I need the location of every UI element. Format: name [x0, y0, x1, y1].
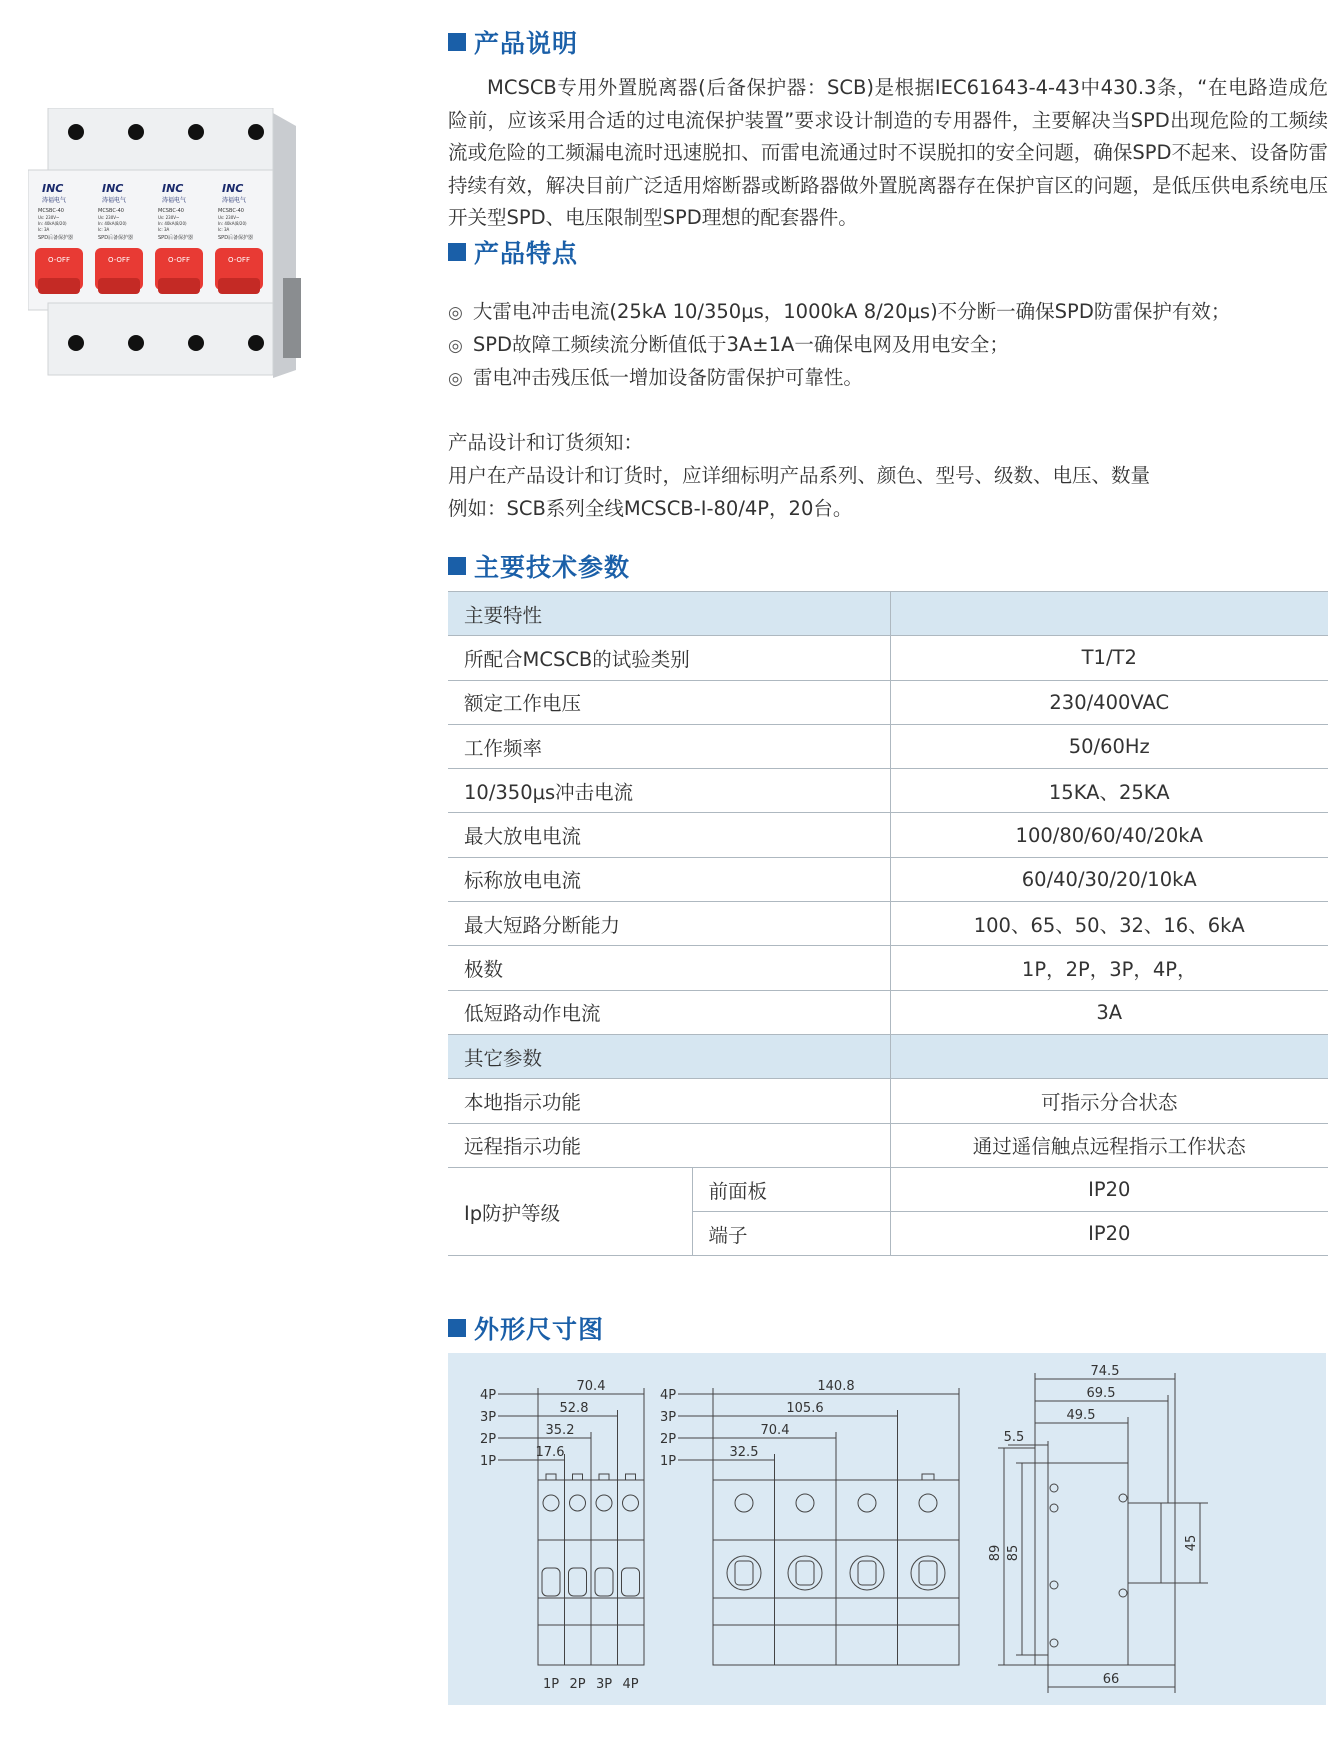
rating-line: Ic: 3A — [38, 227, 50, 232]
rating-line: In: 40kA(8/20) — [158, 221, 187, 226]
heading-text: 主要技术参数 — [474, 553, 631, 582]
heading-square-icon — [448, 33, 466, 51]
pole-label: 3P — [659, 1410, 677, 1425]
group-value — [890, 592, 1328, 636]
table-row — [448, 636, 1328, 680]
dim-label: 85 — [1006, 1544, 1021, 1562]
params-table — [448, 591, 1328, 1256]
device-label: SPD后备保护器 — [38, 235, 74, 241]
rating-line: Us: 230V~ — [218, 215, 240, 220]
param-name: 极数 — [448, 946, 890, 990]
device-label: SPD后备保护器 — [158, 235, 194, 241]
param-value: 3A — [890, 990, 1328, 1034]
param-name: 最大短路分断能力 — [448, 902, 890, 946]
handle-label: O-OFF — [228, 256, 250, 264]
dim-label: 5.5 — [1003, 1430, 1025, 1445]
param-name: 工作频率 — [448, 724, 890, 768]
ordering-title: 产品设计和订货须知： — [448, 431, 644, 454]
heading-text: 外形尺寸图 — [474, 1315, 605, 1344]
toggle-handle-base — [218, 278, 260, 294]
heading-square-icon — [448, 1319, 466, 1337]
ordering-example: 例如：SCB系列全线MCSCB-I-80/4P，20台。 — [448, 497, 853, 520]
width-label: 17.6 — [535, 1445, 565, 1460]
rating-line: Us: 230V~ — [158, 215, 180, 220]
dim-label: 66 — [1102, 1672, 1120, 1687]
table-row — [448, 1167, 1328, 1211]
group-label: 主要特性 — [448, 592, 890, 636]
width-label: 140.8 — [817, 1379, 855, 1394]
terminal-screw-icon — [188, 335, 204, 351]
param-subname: 端子 — [692, 1212, 890, 1256]
rating-line: In: 40kA(8/20) — [98, 221, 127, 226]
pole-label: 1P — [659, 1454, 677, 1469]
terminal-screw-icon — [248, 124, 264, 140]
dim-label: 74.5 — [1090, 1364, 1120, 1379]
param-value: 15KA、25KA — [890, 769, 1328, 813]
toggle-handle-base — [98, 278, 140, 294]
param-value: 100/80/60/40/20kA — [890, 813, 1328, 857]
rating-line: Ic: 3A — [158, 227, 170, 232]
group-label: 其它参数 — [448, 1034, 890, 1078]
rating-line: Us: 230V~ — [98, 215, 120, 220]
table-row — [448, 857, 1328, 901]
table-row — [448, 769, 1328, 813]
param-name: 低短路动作电流 — [448, 990, 890, 1034]
table-group-row — [448, 592, 1328, 636]
param-name: 10/350μs冲击电流 — [448, 769, 890, 813]
section-heading-description — [448, 24, 578, 60]
dim-label: 45 — [1184, 1534, 1199, 1552]
rating-line: Ic: 3A — [218, 227, 230, 232]
handle-label: O-OFF — [168, 256, 190, 264]
terminal-screw-icon — [128, 335, 144, 351]
section-heading-params — [448, 548, 630, 584]
brand-logo: INC — [42, 182, 64, 195]
param-name: 标称放电电流 — [448, 857, 890, 901]
pole-label: 2P — [659, 1432, 677, 1447]
brand-name: 涛福电气 — [42, 197, 67, 204]
rating-line: In: 40kA(8/20) — [218, 221, 247, 226]
param-name: Ip防护等级 — [448, 1167, 692, 1256]
pole-label: 1P — [479, 1454, 497, 1469]
width-label: 32.5 — [729, 1445, 759, 1460]
brand-name: 涛福电气 — [102, 197, 127, 204]
handle-label: O-OFF — [108, 256, 130, 264]
feature-list — [448, 296, 1230, 395]
handle-label: O-OFF — [48, 256, 70, 264]
toggle-handle-base — [158, 278, 200, 294]
param-value: IP20 — [890, 1212, 1328, 1256]
param-value: T1/T2 — [890, 636, 1328, 680]
param-name: 最大放电电流 — [448, 813, 890, 857]
terminal-screw-icon — [188, 124, 204, 140]
table-row — [448, 724, 1328, 768]
pole-bottom-label: 3P — [595, 1677, 613, 1692]
dimension-drawings — [448, 1353, 1326, 1705]
terminal-screw-icon — [248, 335, 264, 351]
param-value: 1P，2P，3P，4P， — [890, 946, 1328, 990]
param-name: 远程指示功能 — [448, 1123, 890, 1167]
pole-label: 4P — [659, 1388, 677, 1403]
brand-logo: INC — [102, 182, 124, 195]
width-label: 70.4 — [576, 1379, 606, 1394]
param-value: 60/40/30/20/10kA — [890, 857, 1328, 901]
device-label: SPD后备保护器 — [98, 235, 134, 241]
pole-bottom-label: 4P — [622, 1677, 639, 1692]
table-row — [448, 902, 1328, 946]
dimension-svg — [448, 1353, 1326, 1705]
param-name: 所配合MCSCB的试验类别 — [448, 636, 890, 680]
terminal-screw-icon — [68, 124, 84, 140]
heading-square-icon — [448, 243, 466, 261]
dim-label: 89 — [988, 1544, 1003, 1562]
pole-bottom-label: 2P — [569, 1677, 586, 1692]
feature-item: ◎ SPD故障工频续流分断值低于3A±1A一确保电网及用电安全； — [448, 329, 1230, 362]
param-value: 通过遥信触点远程指示工作状态 — [890, 1123, 1328, 1167]
pole-label: 2P — [479, 1432, 497, 1447]
group-value — [890, 1034, 1328, 1078]
description-text: MCSCB专用外置脱离器(后备保护器：SCB)是根据IEC61643-4-43中430.3条，“在电路造成危险前，应该采用合适的过电流保护装置”要求设计制造的专用器件，主要解决当SPD出现危险的工频续流或危险的工频漏电流时迅速脱扣、而雷电流通过时不误脱扣的安全问题，确保SPD不起来、设备防雷持续有效，解决目前广泛适用熔断器或断路器做外置脱离器存在保护盲区的问题，是低压供电系统电压开关型SPD、电压限制型SPD理想的配套器件。 — [448, 76, 1328, 229]
table-row — [448, 1079, 1328, 1123]
dim-label: 69.5 — [1086, 1386, 1116, 1401]
table-row — [448, 990, 1328, 1034]
pole-bottom-label: 1P — [542, 1677, 560, 1692]
width-label: 70.4 — [760, 1423, 790, 1438]
param-name: 本地指示功能 — [448, 1079, 890, 1123]
brand-logo: INC — [222, 182, 244, 195]
terminal-screw-icon — [128, 124, 144, 140]
table-row — [448, 813, 1328, 857]
param-value: 230/400VAC — [890, 680, 1328, 724]
param-value: IP20 — [890, 1167, 1328, 1211]
rating-line: Us: 230V~ — [38, 215, 60, 220]
heading-text: 产品特点 — [474, 239, 579, 268]
table-group-row — [448, 1034, 1328, 1078]
dim-label: 49.5 — [1066, 1408, 1096, 1423]
param-value: 可指示分合状态 — [890, 1079, 1328, 1123]
feature-item: ◎ 大雷电冲击电流(25kA 10/350μs，1000kA 8/20μs)不分断一确保SPD防雷保护有效； — [448, 296, 1230, 329]
table-row — [448, 1123, 1328, 1167]
param-value: 50/60Hz — [890, 724, 1328, 768]
section-heading-features — [448, 234, 578, 270]
table-row — [448, 946, 1328, 990]
model-label: MCSBC-40 — [218, 208, 244, 214]
ordering-notes — [448, 426, 1150, 525]
device-label: SPD后备保护器 — [218, 235, 254, 241]
toggle-handle-base — [38, 278, 80, 294]
heading-square-icon — [448, 557, 466, 575]
heading-text: 产品说明 — [474, 29, 579, 58]
pole-label: 4P — [479, 1388, 497, 1403]
brand-logo: INC — [162, 182, 184, 195]
width-label: 35.2 — [545, 1423, 575, 1438]
model-label: MCSBC-40 — [98, 208, 124, 214]
param-name: 额定工作电压 — [448, 680, 890, 724]
feature-item: ◎ 雷电冲击残压低一增加设备防雷保护可靠性。 — [448, 362, 1230, 395]
width-label: 105.6 — [786, 1401, 824, 1416]
rating-line: Ic: 3A — [98, 227, 110, 232]
rating-line: In: 40kA(8/20) — [38, 221, 67, 226]
param-value: 100、65、50、32、16、6kA — [890, 902, 1328, 946]
param-subname: 前面板 — [692, 1167, 890, 1211]
terminal-screw-icon — [68, 335, 84, 351]
model-label: MCSBC-40 — [158, 208, 184, 214]
pole-label: 3P — [479, 1410, 497, 1425]
ordering-line: 用户在产品设计和订货时，应详细标明产品系列、颜色、型号、级数、电压、数量 — [448, 464, 1151, 487]
table-row — [448, 680, 1328, 724]
section-heading-dimensions — [448, 1310, 604, 1346]
product-image — [28, 108, 328, 418]
model-label: MCSBC-40 — [38, 208, 64, 214]
brand-name: 涛福电气 — [162, 197, 187, 204]
brand-name: 涛福电气 — [222, 197, 247, 204]
width-label: 52.8 — [559, 1401, 589, 1416]
